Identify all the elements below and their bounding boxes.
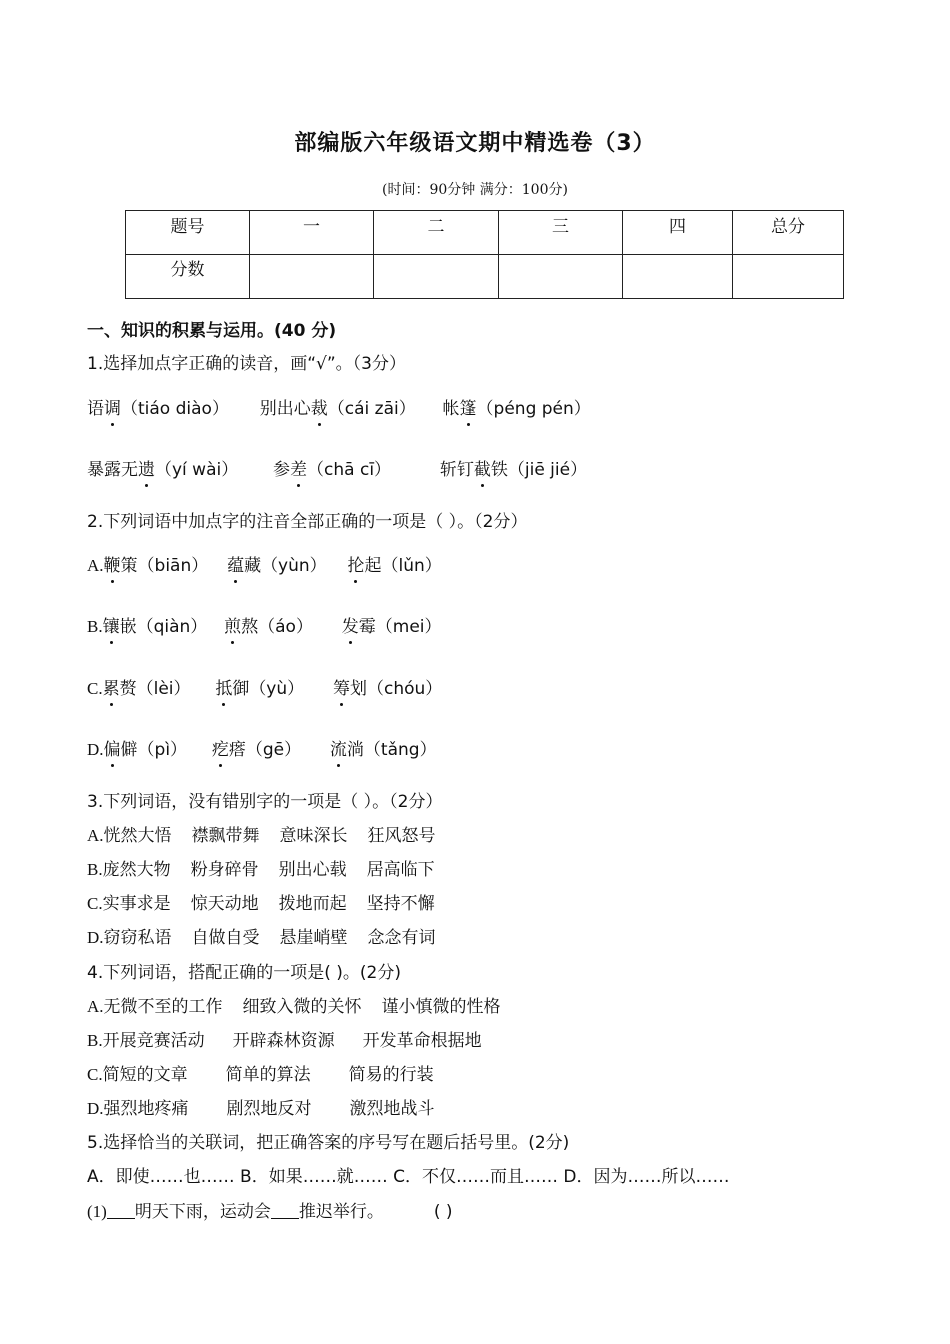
score-cell[interactable] xyxy=(499,255,623,299)
header-cell-2: 二 xyxy=(374,211,499,255)
question-2-option-a: A.鞭策（biān） 蕴藏（yùn） 抡起（lǔn） xyxy=(87,551,442,576)
question-3-option-a: A.恍然大悟 襟飘带舞 意味深长 狂风怒号 xyxy=(87,826,436,846)
score-row-label: 分数 xyxy=(126,255,250,299)
header-cell-3: 三 xyxy=(499,211,623,255)
question-3-option-c: C.实事求是 惊天动地 拨地而起 坚持不懈 xyxy=(87,894,435,914)
question-2-option-b: B.镶嵌（qiàn） 煎熬（áo） 发霉（mei） xyxy=(87,612,442,637)
question-1-row-1 xyxy=(87,394,591,419)
q1-item: 语调（tiáo diào） xyxy=(87,399,229,419)
q1-item: 帐篷（péng pén） xyxy=(443,399,591,419)
header-cell-question-no: 题号 xyxy=(126,211,250,255)
score-cell[interactable] xyxy=(623,255,733,299)
answer-parentheses[interactable]: ( ) xyxy=(433,1202,453,1222)
q1-item: 斩钉截铁（jiē jié） xyxy=(440,460,587,480)
question-4-option-a: A.无微不至的工作 细致入微的关怀 谨小慎微的性格 xyxy=(87,997,501,1017)
score-table-header-row xyxy=(126,211,844,255)
question-3-option-b: B.庞然大物 粉身碎骨 别出心载 居高临下 xyxy=(87,860,435,880)
q1-item: 暴露无遗（yí wài） xyxy=(87,460,238,480)
section-1-heading: 一、知识的积累与运用。(40 分) xyxy=(87,321,337,341)
question-4-prompt: 4.下列词语，搭配正确的一项是( )。(2分) xyxy=(87,963,401,983)
score-table xyxy=(125,210,844,299)
question-3-option-d: D.窃窃私语 自做自受 悬崖峭壁 念念有词 xyxy=(87,928,436,948)
header-cell-1: 一 xyxy=(250,211,374,255)
blank-2[interactable] xyxy=(271,1202,299,1219)
page-title: 部编版六年级语文期中精选卷（3） xyxy=(294,131,656,156)
question-5-choices: A．即使……也…… B．如果……就…… C．不仅……而且…… D．因为……所以…… xyxy=(87,1167,730,1187)
score-cell[interactable] xyxy=(250,255,374,299)
question-5-sub-1: (1) 明天下雨，运动会 推迟举行。 ( ) xyxy=(87,1202,453,1222)
exam-time-and-score: (时间：90分钟 满分：100分) xyxy=(382,182,568,198)
question-4-option-d: D.强烈地疼痛 剧烈地反对 激烈地战斗 xyxy=(87,1099,435,1119)
header-cell-4: 四 xyxy=(623,211,733,255)
question-2-option-d: D.偏僻（pì） 疙瘩（gē） 流淌（tǎng） xyxy=(87,735,437,760)
score-cell[interactable] xyxy=(374,255,499,299)
blank-1[interactable] xyxy=(107,1202,135,1219)
score-cell[interactable] xyxy=(733,255,844,299)
header-cell-total: 总分 xyxy=(733,211,844,255)
question-4-option-c: C.简短的文章 简单的算法 简易的行装 xyxy=(87,1065,434,1085)
question-4-option-b: B.开展竞赛活动 开辟森林资源 开发革命根据地 xyxy=(87,1031,482,1051)
q1-item: 别出心裁（cái zāi） xyxy=(260,399,416,419)
q1-item: 参差（chā cī） xyxy=(273,460,391,480)
question-2-prompt: 2.下列词语中加点字的注音全部正确的一项是（ ）。（2分） xyxy=(87,512,528,532)
question-3-prompt: 3.下列词语，没有错别字的一项是（ ）。（2分） xyxy=(87,792,443,812)
question-2-option-c: C.累赘（lèi） 抵御（yù） 筹划（chóu） xyxy=(87,674,442,699)
question-1-prompt: 1.选择加点字正确的读音，画“√”。（3分） xyxy=(87,354,406,374)
question-1-row-2 xyxy=(87,455,587,480)
question-5-prompt: 5.选择恰当的关联词，把正确答案的序号写在题后括号里。(2分) xyxy=(87,1133,570,1153)
score-table-score-row xyxy=(126,255,844,299)
